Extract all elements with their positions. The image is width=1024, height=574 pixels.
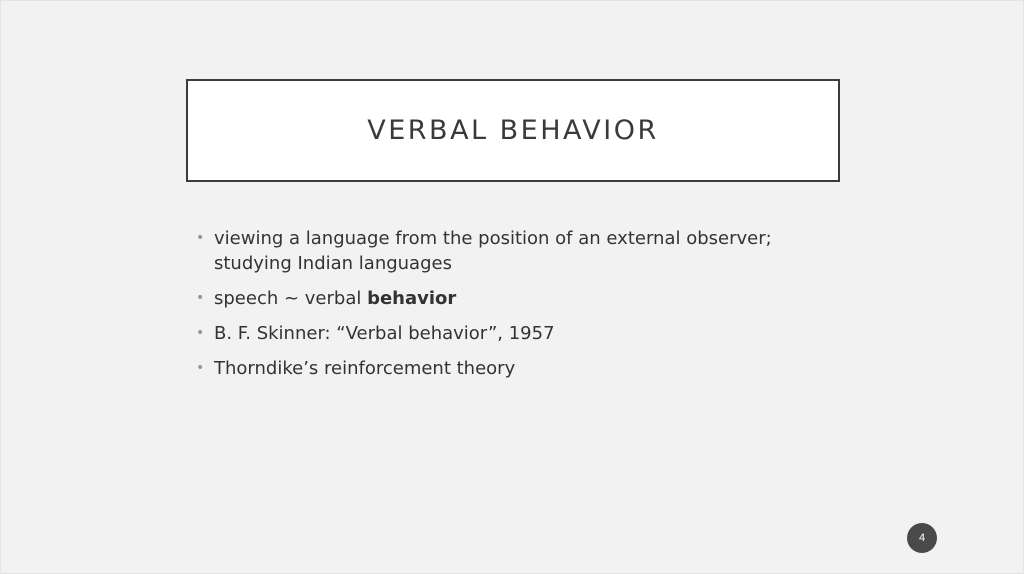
bullet-list bbox=[196, 226, 846, 391]
bullet-item bbox=[196, 321, 846, 346]
bullet-item bbox=[196, 226, 846, 276]
page-number-badge: 4 bbox=[907, 523, 937, 553]
bullet-text: viewing a language from the position of an external observer; studying Indian languages bbox=[214, 228, 772, 274]
bullet-icon: • bbox=[196, 230, 205, 246]
bullet-text: Thorndike’s reinforcement theory bbox=[214, 358, 516, 379]
bullet-text: B. F. Skinner: “Verbal behavior”, 1957 bbox=[214, 323, 555, 344]
bullet-icon: • bbox=[196, 290, 205, 306]
bullet-text bbox=[214, 288, 456, 309]
title-box bbox=[186, 79, 840, 182]
bullet-text-bold: behavior bbox=[367, 288, 457, 309]
bullet-text-plain: speech ~ verbal bbox=[214, 288, 368, 309]
bullet-item bbox=[196, 356, 846, 381]
bullet-icon: • bbox=[196, 360, 205, 376]
slide-title: VERBAL BEHAVIOR bbox=[367, 115, 659, 146]
bullet-icon: • bbox=[196, 325, 205, 341]
bullet-item bbox=[196, 286, 846, 311]
